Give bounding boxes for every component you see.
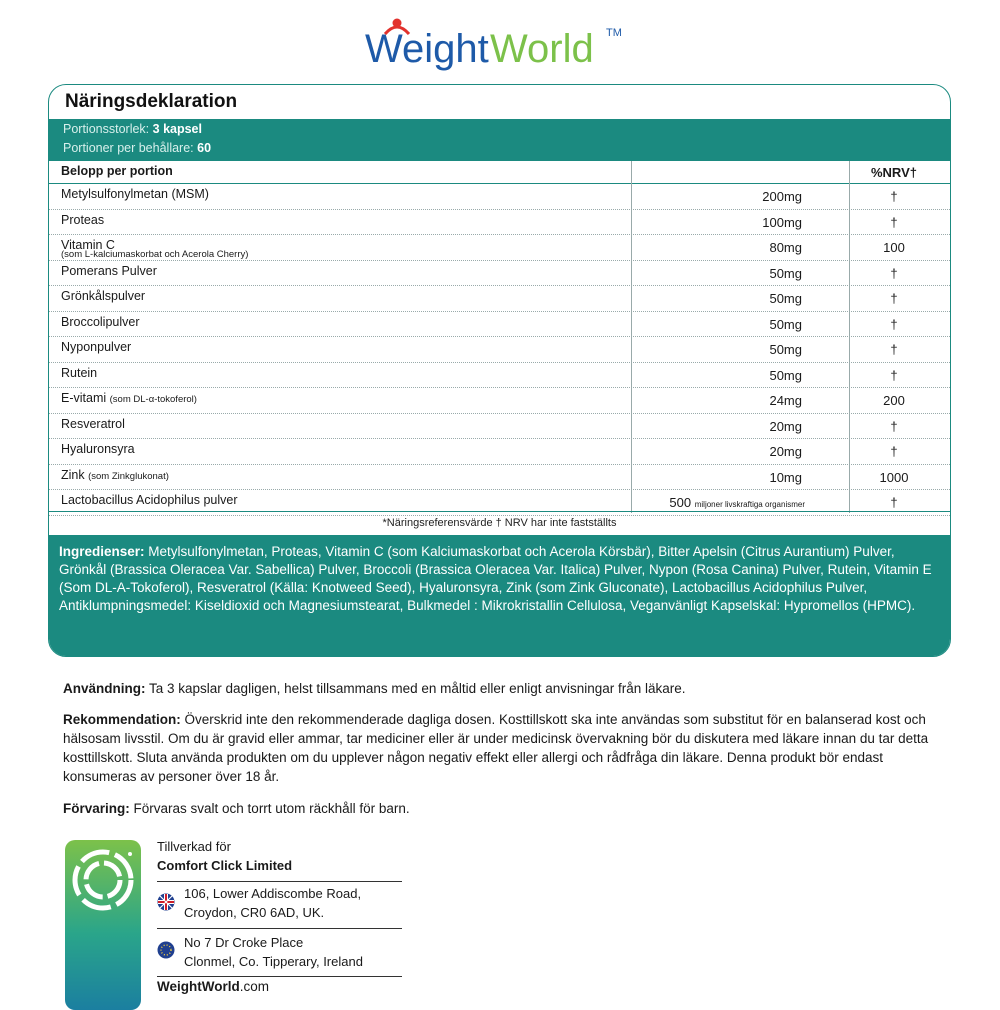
nutrient-amount: 50mg — [769, 265, 802, 281]
usage-paragraph — [63, 679, 943, 698]
nutrition-panel — [48, 84, 951, 657]
recommendation-paragraph — [63, 710, 943, 786]
ingredients-label: Ingredienser: — [59, 544, 145, 559]
header-amount: Belopp per portion — [61, 164, 173, 178]
table-row — [49, 363, 950, 389]
nutrient-amount: 10mg — [769, 469, 802, 485]
serving-size — [63, 122, 202, 136]
uk-address-line-1: 106, Lower Addiscombe Road, — [184, 886, 362, 901]
recommendation-text: Överskrid inte den rekommenderade dagliga dosen. Kosttillskott ska inte användas som substitut för en balanserad kost och hälsosam livsstil. Om du är gravid eller ammar, tar mediciner eller är under medicinsk övervakning bör du diskutera med läkare innan du tar detta kosttillskott. Sluta använda produkten om du upplever någon negativ effekt eller allergi och rådfråga din läkare. Denna produkt bör endast konsumeras av personer över 18 år. — [63, 712, 929, 784]
column-divider — [631, 161, 632, 513]
company-name: Comfort Click Limited — [157, 858, 293, 873]
nutrient-nrv: † — [890, 342, 898, 357]
website-link[interactable] — [157, 979, 269, 994]
nutrient-name: Metylsulfonylmetan (MSM) — [61, 187, 209, 201]
ingredients-block — [49, 535, 950, 657]
nutrient-nrv: 200 — [883, 393, 905, 408]
uk-address-line-2: Croydon, CR0 6AD, UK. — [184, 905, 325, 920]
nutrient-amount: 50mg — [769, 316, 802, 332]
ingredients-text: Metylsulfonylmetan, Proteas, Vitamin C (som Kalciumaskorbat och Acerola Körsbär), Bitter Apelsin (Citrus Aurantium) Pulver, Grönkål (Brassica Oleracea Var. Sabellica) Pulver, Broccoli (Brassica Oleracea Var. Italica) Pulver, Nypon (Rosa Canina) Pulver, Rutein, Vitamin E (Som DL-A-Tokoferol), Resveratrol (Källa: Knotweed Seed), Hyaluronsyra, Zink (som Zink Gluconate), Lactobacillus Acidophilus Pulver, Antiklumpningsmedel: Kiseldioxid och Magnesiumstearat, Bulkmedel : Mikrokristallin Cellulosa, Veganvänligt Kapselskal: Hypromellos (HPMC). — [59, 544, 932, 613]
nutrition-table — [49, 161, 950, 516]
nutrient-nrv: † — [890, 367, 898, 383]
comfort-click-logo-icon — [65, 840, 141, 930]
logo-text-weight: Weight — [365, 27, 489, 71]
nutrient-name: Nyponpulver — [61, 340, 132, 354]
nutrient-note: (som Zinkglukonat) — [88, 470, 169, 482]
serving-size-label: Portionsstorlek: — [63, 122, 150, 136]
header-nrv: %NRV† — [870, 165, 917, 180]
usage-label: Användning: — [63, 681, 146, 696]
nutrient-nrv: † — [890, 444, 898, 459]
brand-logo — [0, 14, 1000, 74]
nutrient-amount: 500 miljoner livskraftiga organismer — [669, 495, 805, 510]
divider — [157, 928, 402, 929]
nutrient-amount: 200mg — [762, 189, 802, 204]
column-divider — [849, 161, 850, 513]
table-row — [49, 465, 950, 491]
footnote: *Näringsreferensvärde † NRV har inte fastställts — [49, 511, 950, 536]
nutrient-nrv: 1000 — [879, 469, 909, 485]
nutrient-nrv: 100 — [883, 240, 905, 255]
recommendation-label: Rekommendation: — [63, 712, 181, 727]
ie-address-line-1: No 7 Dr Croke Place — [184, 935, 304, 950]
nutrient-name: E-vitami (som DL-α-tokoferol) — [61, 391, 197, 405]
nutrient-name: Resveratrol — [61, 416, 125, 431]
nutrient-nrv: † — [890, 189, 898, 204]
nutrient-amount: 50mg — [769, 291, 802, 306]
nutrient-name: Proteas — [61, 212, 105, 227]
weightworld-logo — [365, 14, 635, 74]
table-row — [49, 439, 950, 465]
nutrient-nrv: † — [890, 214, 898, 230]
divider — [157, 976, 402, 977]
nutrient-amount: 24mg — [769, 393, 802, 408]
nutrient-name: Hyaluronsyra — [61, 442, 135, 456]
servings-value: 60 — [197, 141, 212, 155]
nutrient-name: Pomerans Pulver — [61, 263, 157, 278]
servings-label: Portioner per behållare: — [63, 141, 194, 155]
panel-title: Näringsdeklaration — [65, 91, 238, 112]
logo-text-world: World — [490, 27, 594, 71]
ie-address-line-2: Clonmel, Co. Tipperary, Ireland — [184, 954, 363, 969]
servings-per-container — [63, 141, 211, 155]
nutrient-amount: 100mg — [762, 214, 802, 230]
table-header — [49, 161, 950, 184]
uk-flag-icon — [157, 893, 175, 911]
nutrient-nrv: † — [890, 316, 898, 332]
nutrient-nrv: † — [890, 495, 898, 510]
storage-paragraph — [63, 799, 943, 818]
nutrient-amount: 50mg — [769, 342, 802, 357]
nutrient-nrv: † — [890, 418, 898, 434]
trademark-symbol: TM — [606, 27, 622, 39]
eu-flag-icon — [157, 941, 175, 959]
nutrient-nrv: † — [890, 265, 898, 281]
nutrient-name: Rutein — [61, 365, 98, 380]
nutrient-name: Broccolipulver — [61, 314, 140, 329]
nutrient-amount: 50mg — [769, 367, 802, 383]
uk-address — [184, 884, 361, 922]
table-row — [49, 261, 950, 287]
table-row — [49, 286, 950, 312]
usage-text: Ta 3 kapslar dagligen, helst tillsammans med en måltid eller enligt anvisningar från läkare. — [145, 681, 686, 696]
comfort-click-badge — [65, 840, 141, 1010]
nutrient-note: (som DL-α-tokoferol) — [109, 394, 197, 405]
nutrient-amount: 20mg — [769, 444, 802, 459]
nutrient-amount: 80mg — [769, 240, 802, 255]
table-row — [49, 210, 950, 236]
made-for-label: Tillverkad för — [157, 839, 231, 854]
amount-note: miljoner livskraftiga organismer — [694, 500, 805, 509]
table-row — [49, 235, 950, 261]
table-row — [49, 184, 950, 210]
nutrient-name: Zink (som Zinkglukonat) — [61, 467, 169, 482]
nutrient-name: Lactobacillus Acidophilus pulver — [61, 493, 238, 507]
table-row — [49, 337, 950, 363]
website-bold: WeightWorld — [157, 979, 240, 994]
storage-text: Förvaras svalt och torrt utom räckhåll för barn. — [129, 801, 410, 816]
nutrient-nrv: † — [890, 291, 898, 306]
nutrient-name: Vitamin C (som L-kalciumaskorbat och Acerola Cherry) — [61, 238, 249, 260]
storage-label: Förvaring: — [63, 801, 130, 816]
table-row — [49, 414, 950, 440]
nutrient-amount: 20mg — [769, 418, 802, 434]
nutrient-note: (som L-kalciumaskorbat och Acerola Cherry) — [61, 249, 249, 260]
nutrient-name: Grönkålspulver — [61, 289, 146, 303]
serving-size-value: 3 kapsel — [152, 122, 202, 136]
table-row — [49, 312, 950, 338]
website-suffix: .com — [239, 979, 270, 994]
table-row — [49, 388, 950, 414]
divider — [157, 881, 402, 882]
ie-address — [184, 933, 363, 971]
